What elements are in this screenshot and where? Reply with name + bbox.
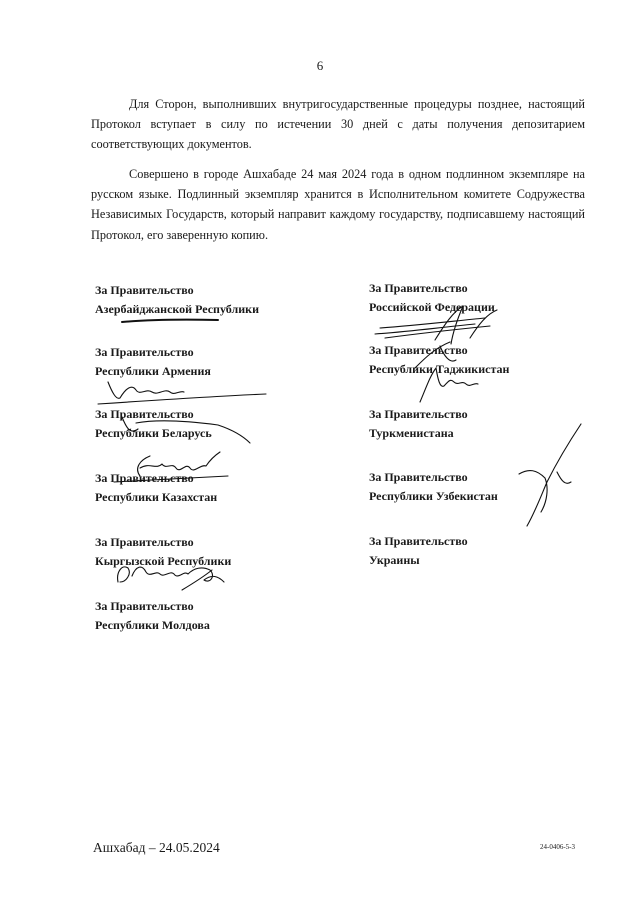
signature-belarus — [118, 407, 258, 451]
signatory-line2: Республики Молдова — [95, 617, 210, 632]
paragraph-text: Для Сторон, выполнивших внутригосударственные процедуры позднее, настоящий Протокол вступает в силу по истечении 30 дней с даты получения депозитарием соответствующих документов. — [91, 97, 585, 152]
footer-place-date: Ашхабад – 24.05.2024 — [93, 840, 220, 855]
signatory-line2: Республики Таджикистан — [369, 361, 510, 376]
signature-turkmenistan — [412, 364, 482, 404]
signature-azerbaijan — [120, 314, 220, 326]
signature-uzbekistan — [495, 422, 590, 532]
page-number: 6 — [316, 58, 324, 73]
signatory-line2: Республики Беларусь — [95, 425, 212, 440]
signatory-line1: За Правительство — [369, 407, 468, 421]
signatory-ukraine — [369, 532, 468, 569]
signatory-azerbaijan — [95, 281, 259, 318]
paragraph-text: Совершено в городе Ашхабаде 24 мая 2024 года в одном подлинном экземпляре на русском языке. Подлинный экземпляр хранится в Исполнительном комитете Содружества Независимых Государств, который направит каждому государству, подписавшему настоящий Протокол, его заверенную копию. — [91, 167, 585, 242]
signatory-line1: За Правительство — [95, 599, 194, 613]
paragraph-done-at — [91, 164, 585, 245]
signature-armenia — [98, 378, 268, 406]
signatory-armenia — [95, 343, 211, 380]
signatory-line1: За Правительство — [369, 281, 468, 295]
signatory-line2: Туркменистана — [369, 425, 454, 440]
signatory-line2: Республики Казахстан — [95, 489, 218, 504]
signatory-turkmenistan — [369, 405, 468, 442]
signatory-line1: За Правительство — [369, 343, 468, 357]
paragraph-entry-into-force — [91, 94, 585, 155]
signatory-line2: Азербайджанской Республики — [95, 301, 259, 316]
signatory-moldova — [95, 597, 210, 634]
signatory-line2: Республики Узбекистан — [369, 488, 498, 503]
signatory-line2: Кыргызской Республики — [95, 553, 232, 568]
signatory-line1: За Правительство — [369, 534, 468, 548]
signatory-line1: За Правительство — [95, 283, 194, 297]
signatory-line2: Российской Федерации — [369, 299, 495, 314]
signatory-line2: Республики Армения — [95, 363, 211, 378]
footer-doc-code: 24-0406-5-3 — [540, 843, 575, 851]
signatory-line2: Украины — [369, 552, 420, 567]
signatory-line1: За Правительство — [95, 535, 194, 549]
signatory-uzbekistan — [369, 468, 498, 505]
signatory-line1: За Правительство — [95, 471, 194, 485]
signatory-line1: За Правительство — [95, 345, 194, 359]
signatory-line1: За Правительство — [95, 407, 194, 421]
signature-kyrgyzstan — [112, 556, 232, 592]
signature-kazakhstan — [110, 446, 230, 486]
signatory-line1: За Правительство — [369, 470, 468, 484]
